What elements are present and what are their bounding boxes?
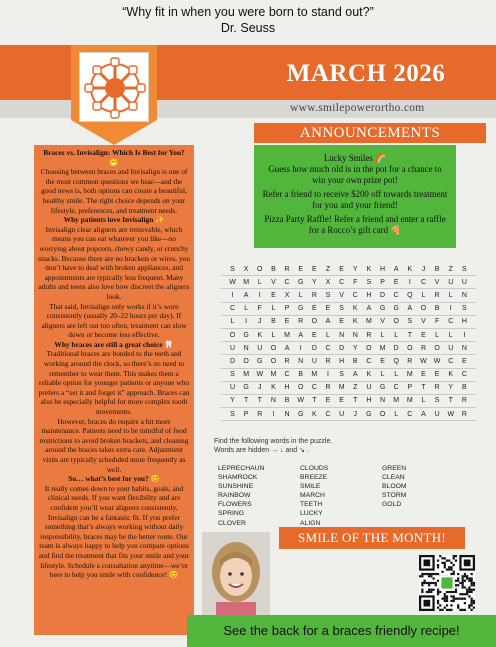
word-search-letter: V [421, 318, 426, 326]
word-search-letter: H [380, 265, 386, 273]
word-search-letter: P [284, 305, 290, 313]
word-search-letter: X [325, 278, 331, 286]
word-list-item: GOLD [382, 501, 402, 509]
word-search-letter: B [271, 265, 276, 273]
word-search-letter: B [434, 265, 440, 273]
word-list [218, 464, 468, 528]
word-search-letter: A [325, 318, 331, 326]
recipe-footer: See the back for a braces friendly recipe! [187, 615, 496, 647]
word-search-letter: N [461, 291, 467, 299]
word-search-letter: K [407, 265, 413, 273]
gear-tooth-logo-icon [80, 53, 150, 123]
word-search-letter: W [297, 397, 304, 405]
word-search-letter: K [448, 371, 454, 379]
word-search-letter: E [312, 265, 317, 273]
month-title: MARCH 2026 [286, 60, 446, 87]
word-search-letter: Y [312, 278, 317, 286]
word-search-letter: O [270, 357, 277, 365]
word-search-letter: N [339, 331, 345, 339]
word-search-letter: S [325, 291, 331, 299]
word-search-letter: M [365, 318, 372, 326]
word-search-letter: R [257, 410, 263, 418]
qr-code-icon [419, 555, 475, 611]
word-search-letter: R [325, 357, 331, 365]
word-search-letter: E [421, 331, 426, 339]
word-search-letter: V [434, 278, 440, 286]
word-search-letter: O [393, 318, 399, 326]
word-search-letter: O [379, 410, 386, 418]
braces-vs-invisalign-article [34, 145, 194, 635]
word-search-letter: H [284, 384, 290, 392]
word-list-item: ALIGN [300, 519, 321, 527]
word-search-letter: C [407, 410, 413, 418]
word-search-letter: J [353, 410, 358, 418]
word-search-letter: G [379, 384, 386, 392]
word-search-letter: F [353, 278, 358, 286]
word-search-grid [221, 263, 476, 421]
word-search-letter: R [284, 265, 290, 273]
invisalign-body-2: That said, Invisalign only works if it’s worn consistently (usually 20–22 hours per day). If aligners are left out too often, treatment can slow down or become less effective. [41, 301, 187, 340]
best-heading: So… what’s best for you? 😊 [68, 474, 160, 484]
word-search-letter: L [257, 278, 262, 286]
word-search-letter: I [463, 331, 466, 339]
word-search-letter: S [462, 305, 467, 313]
word-search-letter: A [421, 410, 426, 418]
word-search-letter: L [421, 397, 426, 405]
word-search-letter: G [297, 410, 304, 418]
word-search-letter: I [327, 371, 329, 379]
word-search-letter: R [311, 291, 317, 299]
word-search-letter: K [352, 318, 358, 326]
announcement-line: for you and your friend! [312, 200, 398, 210]
word-search-letter: L [380, 371, 385, 379]
word-search-letter: T [407, 331, 412, 339]
word-list-item: MARCH [300, 492, 325, 500]
word-search-letter: I [258, 291, 261, 299]
word-search-letter: M [311, 371, 318, 379]
word-search-letter: Z [325, 265, 331, 273]
word-list-item: BREEZE [300, 474, 328, 482]
word-list-column-3 [382, 464, 464, 528]
word-search-letter: E [271, 291, 276, 299]
word-search-letter: O [407, 344, 413, 352]
word-search-letter: E [325, 305, 331, 313]
word-search-letter: E [312, 305, 317, 313]
word-search-letter: U [311, 357, 317, 365]
word-search-letter: Q [393, 357, 399, 365]
word-search-letter: B [298, 371, 304, 379]
word-search-letter: O [297, 384, 304, 392]
announcement-line: Pizza Party Raffle! Refer a friend and enter a raffle [264, 214, 446, 224]
word-list-item: SPRING [218, 510, 245, 518]
word-search-letter: K [352, 305, 358, 313]
word-search-letter: M [338, 384, 345, 392]
word-search-letter: K [271, 384, 276, 392]
word-search-row [221, 408, 476, 421]
announcement-line: win your own prize pot! [312, 175, 398, 185]
word-search-letter: C [284, 278, 290, 286]
word-list-item: CLEAN [382, 474, 405, 482]
word-search-letter: T [421, 384, 426, 392]
word-search-letter: C [420, 278, 426, 286]
word-search-letter: I [272, 410, 275, 418]
invisalign-body-1: Invisalign clear aligners are removable, which means you can eat whatever you like—no worrying about popcorn, chewy candy, or crunchy snacks. Because there are no brackets or wires, you don’t have to deal with broken appliances, and appointments are typically less frequent. Many adults and teens also love how discreet the aligners look. [38, 224, 190, 301]
word-search-letter: E [312, 331, 317, 339]
smile-of-month-photo [202, 532, 270, 616]
word-search-letter: N [284, 410, 290, 418]
word-search-letter: C [366, 357, 372, 365]
word-search-letter: G [257, 357, 263, 365]
word-list-item: LUCKY [300, 510, 323, 518]
word-search-letter: L [326, 331, 330, 339]
word-search-letter: C [339, 278, 345, 286]
word-search-letter: N [270, 397, 276, 405]
word-search-row [221, 276, 476, 289]
word-search-letter: M [393, 397, 400, 405]
word-search-letter: A [393, 265, 399, 273]
word-list-item: CLOUDS [300, 465, 329, 472]
word-search-letter: S [462, 265, 467, 273]
word-search-letter: U [339, 410, 345, 418]
word-search-letter: D [311, 344, 317, 352]
word-search-letter: E [339, 397, 344, 405]
announcement-line: for a Rocco’s gift card 🍕 [308, 225, 402, 235]
word-search-letter: S [339, 371, 344, 379]
word-search-row [221, 342, 476, 355]
word-search-letter: R [461, 397, 467, 405]
announcements-box [254, 145, 456, 248]
article-title: Braces vs. Invisalign: Which Is Best for You? 😬 [43, 148, 185, 167]
word-search-letter: N [352, 331, 358, 339]
word-search-letter: T [448, 397, 453, 405]
word-search-letter: A [352, 371, 358, 379]
word-search-letter: C [311, 384, 317, 392]
word-search-letter: R [434, 384, 440, 392]
word-search-letter: C [352, 291, 358, 299]
word-search-row [221, 382, 476, 395]
word-search-letter: H [461, 318, 467, 326]
instructions-line-1: Find the following words in the puzzle. [214, 438, 333, 445]
word-search-letter: U [229, 344, 236, 352]
word-search-letter: G [297, 278, 304, 286]
word-list-item: BLOOM [382, 483, 407, 491]
top-quote [0, 4, 496, 36]
word-search-letter: G [393, 305, 399, 313]
word-search-letter: H [339, 357, 345, 365]
word-search-letter: Y [352, 265, 358, 273]
word-search-letter: L [448, 291, 453, 299]
word-search-letter: P [407, 384, 413, 392]
word-search-letter: W [447, 410, 455, 418]
word-search-letter: E [380, 357, 385, 365]
word-search-letter: G [297, 305, 304, 313]
announcement-line: Guess how much old is in the pot for a chance to [268, 164, 442, 174]
word-search-letter: I [245, 318, 248, 326]
word-search-letter: C [325, 410, 331, 418]
word-search-letter: U [448, 278, 454, 286]
word-search-row [221, 395, 476, 408]
word-search-letter: A [366, 305, 372, 313]
quote-text: “Why fit in when you were born to stand out?” [122, 5, 374, 19]
word-search-letter: M [243, 278, 250, 286]
word-search-letter: C [325, 344, 331, 352]
logo [79, 52, 149, 122]
word-search-letter: A [243, 291, 249, 299]
announcement-line: Lucky Smiles 🌈 [323, 153, 387, 163]
word-search-letter: U [257, 344, 263, 352]
word-search-letter: L [394, 410, 399, 418]
word-search-letter: D [380, 291, 386, 299]
girl-portrait-icon [202, 532, 270, 616]
word-search-letter: H [366, 397, 372, 405]
word-search-letter: U [366, 384, 372, 392]
word-search-letter: P [380, 278, 385, 286]
word-search-letter: G [243, 331, 249, 339]
word-search-letter: B [352, 357, 358, 365]
word-search-letter: E [325, 397, 331, 405]
word-search-letter: Z [448, 265, 453, 273]
word-search-row [221, 369, 476, 382]
word-search-letter: O [257, 265, 263, 273]
word-search-row [221, 316, 476, 329]
word-search-letter: U [461, 278, 467, 286]
word-search-letter: G [379, 305, 386, 313]
word-list-item: SUNSHINE [218, 483, 254, 491]
word-search-letter: S [434, 397, 440, 405]
word-search-letter: H [366, 291, 372, 299]
instructions-line-2: Words are hidden → ↓ and ↘ . [214, 447, 309, 454]
word-search-letter: T [353, 397, 358, 405]
word-search-letter: F [257, 305, 262, 313]
word-list-item: LEPRECHAUN [218, 465, 265, 472]
word-search-letter: O [366, 344, 372, 352]
word-search-letter: R [325, 384, 331, 392]
word-search-letter: I [299, 344, 302, 352]
word-search-row [221, 263, 476, 276]
word-search-letter: S [339, 305, 344, 313]
word-search-letter: R [434, 291, 440, 299]
announcement-line: Refer a friend to receive $200 off towards treatment [262, 189, 448, 199]
word-search-letter: I [449, 305, 452, 313]
word-search-letter: J [258, 318, 262, 326]
word-list-item: FLOWERS [218, 501, 252, 509]
word-search-letter: F [434, 318, 440, 326]
word-search-letter: C [448, 357, 454, 365]
word-search-letter: V [339, 291, 344, 299]
word-search-letter: K [257, 331, 263, 339]
word-search-letter: M [270, 371, 277, 379]
word-search-letter: S [230, 410, 235, 418]
word-search-letter: N [461, 344, 467, 352]
word-search-letter: T [257, 397, 262, 405]
word-search-letter: E [284, 318, 290, 326]
word-search-letter: Y [448, 384, 454, 392]
word-search-letter: O [229, 331, 236, 339]
qr-code[interactable] [419, 555, 475, 611]
word-list-item: SHAMROCK [218, 474, 258, 482]
word-search-letter: L [448, 331, 453, 339]
word-search-letter: M [284, 331, 290, 339]
word-search-letter: B [271, 318, 276, 326]
word-search-letter: L [435, 331, 440, 339]
word-search-letter: T [244, 397, 249, 405]
word-list-item: RAINBOW [218, 492, 251, 500]
word-search-letter: D [393, 344, 399, 352]
word-search-letter: X [243, 265, 249, 273]
word-search-letter: M [406, 371, 413, 379]
word-search-letter: E [434, 371, 440, 379]
word-search-letter: S [230, 371, 235, 379]
best-body: It really comes down to your habits, goals, and clinical needs. If you want flexibility and are confident you’ll wear aligners consistently, Invisalign can be a fantastic fit. If you prefer something that’s always working without daily responsibility, braces may be the better route. Our team is always happy to help you compare options and find the treatment that fits your smile and your lifestyle. Schedule a consultation anytime—we’re here to help you smile with confidence! 😊 [38, 483, 190, 580]
word-search-letter: S [366, 278, 372, 286]
word-search-letter: E [339, 318, 344, 326]
word-list-item: CLOVER [218, 519, 246, 527]
word-search-instructions [214, 437, 414, 455]
word-search-letter: R [420, 344, 426, 352]
word-search-letter: R [407, 357, 413, 365]
word-search-letter: M [243, 371, 250, 379]
braces-body-1: Traditional braces are bonded to the teeth and working around the clock, so there’s no need to remember to wear them. This makes them a reliable option for younger patients or anyone who prefers a “set it and forget it” approach. Braces can also be especially helpful for more complex tooth movements. [38, 349, 190, 417]
word-search-letter: R [284, 357, 290, 365]
word-search-letter: M [406, 397, 413, 405]
word-list-item: GREEN [382, 465, 407, 472]
word-search-letter: J [421, 265, 426, 273]
announcements-title: ANNOUNCEMENTS [254, 123, 486, 143]
word-search-letter: U [434, 410, 440, 418]
word-search-letter: C [229, 305, 236, 313]
word-search-letter: O [420, 305, 427, 313]
word-search-letter: R [366, 331, 372, 339]
word-search-letter: K [366, 371, 372, 379]
website-url[interactable]: www.smilepowerortho.com [290, 102, 425, 114]
word-search-letter: K [312, 410, 317, 418]
word-search-letter: L [380, 331, 385, 339]
word-search-letter: Z [353, 384, 358, 392]
word-search-letter: X [284, 291, 290, 299]
word-search-letter: L [230, 318, 235, 326]
word-search-letter: J [258, 384, 262, 392]
word-search-letter: G [243, 384, 249, 392]
word-search-letter: E [421, 371, 426, 379]
word-search-letter: L [271, 305, 276, 313]
smile-of-the-month-title: SMILE OF THE MONTH! [279, 527, 465, 549]
word-search-letter: O [243, 357, 249, 365]
word-search-letter: W [433, 357, 441, 365]
word-search-row [221, 329, 476, 342]
word-list-column-2 [300, 464, 382, 528]
word-search-row [221, 355, 476, 368]
braces-body-2: However, braces do require a bit more maintenance. Patients need to be mindful of food restrictions to avoid broken brackets, and cleaning around the braces takes extra care. Adjustment visits are typically scheduled more frequently as well. [39, 416, 189, 474]
word-search-letter: U [229, 384, 236, 392]
word-search-letter: M [379, 344, 386, 352]
word-search-letter: B [284, 397, 290, 405]
word-search-letter: E [393, 278, 399, 286]
word-search-letter: L [271, 331, 276, 339]
word-search-letter: N [298, 357, 304, 365]
word-search-letter: Y [352, 344, 358, 352]
word-search-letter: G [366, 410, 372, 418]
word-search-letter: R [461, 410, 467, 418]
word-list-column-1 [218, 464, 300, 528]
word-search-letter: E [339, 265, 344, 273]
word-search-letter: O [270, 344, 277, 352]
word-search-letter: C [284, 371, 290, 379]
word-search-letter: R [298, 318, 304, 326]
word-search-letter: S [230, 265, 235, 273]
word-search-letter: T [312, 397, 317, 405]
word-search-letter: B [462, 384, 467, 392]
word-search-letter: E [462, 357, 467, 365]
word-search-letter: U [448, 344, 454, 352]
invisalign-heading: Why patients love Invisalign ✨ [63, 215, 165, 225]
word-search-letter: L [394, 331, 399, 339]
word-search-letter: L [244, 305, 249, 313]
word-search-letter: A [407, 305, 413, 313]
word-list-item: STORM [382, 492, 407, 500]
word-search-letter: W [420, 357, 427, 365]
word-search-letter: I [408, 278, 411, 286]
word-search-letter: Q [407, 291, 413, 299]
quote-author: Dr. Seuss [220, 21, 276, 35]
word-search-letter: A [284, 344, 290, 352]
word-search-letter: A [298, 331, 304, 339]
word-search-letter: I [231, 291, 234, 299]
word-search-letter: O [311, 318, 318, 326]
word-search-letter: D [339, 344, 345, 352]
word-search-letter: V [380, 318, 385, 326]
word-search-letter: L [421, 291, 426, 299]
word-list-item: TEETH [300, 501, 323, 509]
word-search-letter: D [229, 357, 236, 365]
word-search-letter: Y [230, 397, 235, 405]
braces-heading: Why braces are still a great choice 🦷 [54, 339, 174, 349]
word-search-letter: C [448, 318, 454, 326]
word-search-letter: L [298, 291, 303, 299]
word-search-letter: N [243, 344, 249, 352]
word-search-letter: E [298, 265, 304, 273]
word-search-letter: C [393, 384, 399, 392]
word-search-letter: L [394, 371, 399, 379]
word-search-letter: K [366, 265, 372, 273]
word-search-letter: B [434, 305, 440, 313]
word-search-letter: N [380, 397, 386, 405]
word-search-letter: O [434, 344, 440, 352]
article-intro: Choosing between braces and Invisalign is one of the most common questions we hear—and the good news is, both options can create a beautiful, healthy smile. The right choice depends on your lifestyle, preferences, and treatment needs. [40, 167, 188, 215]
word-search-letter: P [243, 410, 249, 418]
word-search-letter: S [407, 318, 413, 326]
word-search-letter: W [229, 278, 236, 286]
word-list-item: SMILE [300, 483, 321, 491]
word-search-row [221, 303, 476, 316]
word-search-letter: C [393, 291, 399, 299]
word-search-letter: C [461, 371, 467, 379]
word-search-letter: W [256, 371, 264, 379]
word-search-letter: V [271, 278, 276, 286]
word-search-row [221, 289, 476, 302]
